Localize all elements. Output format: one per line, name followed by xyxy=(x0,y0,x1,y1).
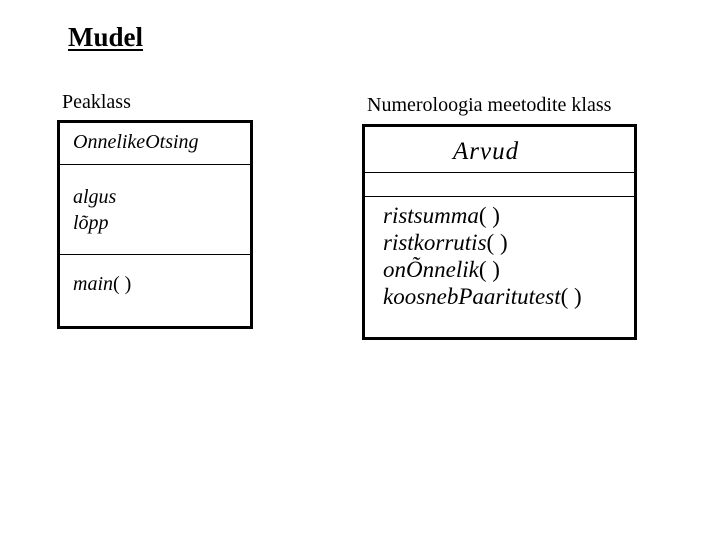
class-box-arvud xyxy=(362,124,637,340)
class-name: Arvud xyxy=(453,138,520,165)
method-parens: ( ) xyxy=(113,273,132,295)
method-item xyxy=(383,202,582,229)
attribute-item: algus xyxy=(73,186,117,208)
method-parens: ( ) xyxy=(560,284,582,309)
method-parens: ( ) xyxy=(478,203,500,228)
method-list xyxy=(383,202,582,310)
method-name: onÕnnelik xyxy=(383,257,479,282)
attribute-list xyxy=(73,184,116,236)
class-divider xyxy=(60,164,250,165)
page-title: Mudel xyxy=(68,22,144,52)
method-item xyxy=(383,229,582,256)
helper-class-caption: Numeroloogia meetodite klass xyxy=(367,94,612,116)
method-parens: ( ) xyxy=(486,230,508,255)
method-parens: ( ) xyxy=(478,257,500,282)
method-item xyxy=(73,271,131,297)
class-name: OnnelikeOtsing xyxy=(73,131,199,153)
main-class-caption: Peaklass xyxy=(62,91,131,113)
attribute-item: lõpp xyxy=(73,212,109,234)
class-divider xyxy=(365,196,634,197)
method-name: ristsumma xyxy=(383,203,479,228)
method-name: main xyxy=(73,273,113,295)
class-box-onnelikeotsing xyxy=(57,120,253,329)
class-divider xyxy=(60,254,250,255)
method-list xyxy=(73,271,131,297)
method-name: ristkorrutis xyxy=(383,230,487,255)
class-divider xyxy=(365,172,634,173)
method-item xyxy=(383,256,582,283)
method-name: koosnebPaaritutest xyxy=(383,284,561,309)
method-item xyxy=(383,283,582,310)
